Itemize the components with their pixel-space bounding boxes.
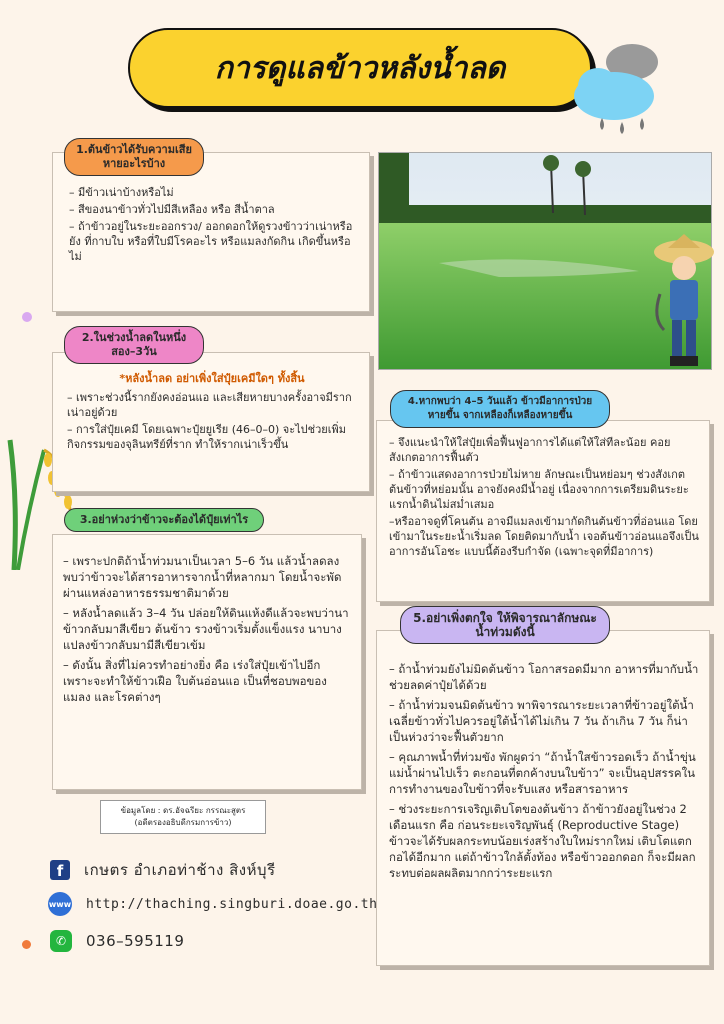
website-url[interactable]: http://thaching.singburi.doae.go.th	[86, 896, 378, 912]
section4-item: –หรืออาจดูที่โคนต้น อาจมีแมลงเข้ามากัดกินต้นข้าวที่อ่อนแอ โดยเข้ามาในระยะน้ำเริ่มลด โดยติดมากับน้ำ เจอต้นข้าวอ่อนแอจึงเป็นอาการอันโอชะ แบบนี้ต้องรีบกำจัด (เฉพาะจุดที่มีอาการ)	[389, 515, 699, 558]
section1-item: – ถ้าข้าวอยู่ในระยะออกรวง/ ออกดอกให้ดูรวงข้าวว่าเน่าหรือยัง ที่กาบใบ หรือที่ใบมีโรคอะไร หรือแมลงกัดกิน เกิดขึ้นหรือไม่	[69, 220, 353, 263]
section2-item: – การใส่ปุ๋ยเคมี โดยเฉพาะปุ๋ยยูเรีย (46–0–0) จะไปช่วยเพิ่มกิจกรรมของจุลินทรีย์ที่ราก ทำให้รากเน่าเร็วขึ้น	[67, 423, 346, 451]
line-phone-icon[interactable]: ✆	[50, 930, 72, 952]
section3-item: – เพราะปกติถ้าน้ำท่วมนาเป็นเวลา 5–6 วัน แล้วน้ำลดลง พบว่าข้าวจะได้สารอาหารจากน้ำที่หลากมา โดยน้ำจะพัดผ่านแหล่งอาหารธรรมชาติมาด้วย	[63, 554, 342, 600]
phone-number[interactable]: 036–595119	[86, 932, 185, 950]
farmer-icon	[650, 234, 720, 374]
contact-website[interactable]	[48, 892, 377, 916]
globe-www-icon[interactable]: www	[48, 892, 72, 916]
facebook-icon[interactable]: f	[50, 860, 70, 880]
section2-item: – เพราะช่วงนี้รากยังคงอ่อนแอ และเสียหายบางครั้งอาจมีรากเน่าอยู่ด้วย	[67, 391, 352, 419]
page-title: การดูแลข้าวหลังน้ำลด	[214, 50, 506, 86]
section3-item: – หลังน้ำลดแล้ว 3–4 วัน ปล่อยให้ดินแห้งดีแล้วจะพบว่านาข้าวกลับมาสีเขียว ต้นข้าว รวงข้าวเริ่มตั้งแข็งแรง นาบางแปลงข้าวกลับมามีสีเขียวเข้ม	[63, 606, 349, 652]
section4-heading: 4.หากพบว่า 4–5 วันแล้ว ข้าวมีอาการป่วยหายขึ้น จากเหลืองก็เหลืองหายขึ้น	[390, 390, 610, 428]
section2-highlight: *หลังน้ำลด อย่าเพิ่งใส่ปุ๋ยเคมีใดๆ ทั้งสิ้น	[119, 372, 305, 385]
section2-card	[52, 352, 370, 492]
section5-item: – คุณภาพน้ำที่ท่วมขัง พักผูดว่า “ถ้าน้ำใสข้าวรอดเร็ว ถ้าน้ำขุ่น แม่น้ำผ่านไปเร็ว ตะกอนที่ตกค้างบนใบข้าว” จะเป็นอุปสรรคในการทำงานของใบข้าวที่จะรับแสง หรือสารอาหาร	[389, 750, 696, 796]
section5-item: – ถ้าน้ำท่วมจนมิดต้นข้าว พาพิจารณาระยะเวลาที่ข้าวอยู่ใต้น้ำ เฉลี่ยข้าวทั่วไปควรอยู่ใต้น้ำได้ไม่เกิน 7 วัน ถ้าเกิน 7 วัน ก็น่าเป็นห่วงว่าจะฟื้นตัวยาก	[389, 698, 694, 744]
title-banner	[128, 28, 592, 108]
section1-heading: 1.ต้นข้าวได้รับความเสียหายอะไรบ้าง	[64, 138, 204, 176]
section5-heading: 5.อย่าเพิ่งตกใจ ให้พิจารณาลักษณะน้ำท่วมดังนี้	[400, 606, 610, 644]
section5-card	[376, 630, 710, 966]
section4-item: – ถ้าข้าวแสดงอาการป่วยไม่หาย ลักษณะเป็นหย่อมๆ ช่วงสังเกตต้นข้าวที่หย่อมนั้น อาจยังคงมีน้ำอยู่ เนื่องจากการเตรียมดินระยะแรกน้ำดินไม่สม่ำเสมอ	[389, 468, 689, 511]
section4-card	[376, 420, 710, 602]
section2-heading: 2.ในช่วงน้ำลดในหนึ่งสอง–3วัน	[64, 326, 204, 364]
section3-item: – ดังนั้น สิ่งที่ไม่ควรทำอย่างยิ่ง คือ เร่งใส่ปุ๋ยเข้าไปอีก เพราะจะทำให้ข้าวเฝือ ใบต้นอ่อนแอ เป็นที่ชอบพอของแมลง และโรคต่างๆ	[63, 658, 327, 704]
credit-line2: (อดีตรองอธิบดีกรมการข้าว)	[134, 818, 232, 827]
decor-dot	[22, 940, 31, 949]
contact-facebook[interactable]	[50, 858, 276, 882]
rain-cloud-icon	[562, 36, 672, 140]
section3-card	[52, 534, 362, 790]
section1-item: – สีของนาข้าวทั่วไปมีสีเหลือง หรือ สีน้ำตาล	[69, 203, 275, 216]
contact-phone[interactable]	[50, 930, 184, 952]
credit-box	[100, 800, 266, 834]
section5-item: – ช่วงระยะการเจริญเติบโตของต้นข้าว ถ้าข้าวยังอยู่ในช่วง 2 เดือนแรก คือ ก่อนระยะเจริญพันธุ์ (Reproductive Stage) ข้าวจะได้รับผลกระทบน้อยเร่งสร้างใบใหม่รากใหม่ เติบโตแตกกอได้อีกมาก แต่ถ้าข้าวใกล้ตั้งท้อง หรือข้าวออกดอก ก็จะมีผลกระทบต่อผลผลิตมากกว่าระยะแรก	[389, 802, 696, 880]
credit-line1: ข้อมูลโดย : ดร.อัจฉรียะ กรรณะสูตร	[120, 806, 246, 815]
section1-card	[52, 152, 370, 312]
decor-dot	[22, 312, 32, 322]
facebook-name[interactable]: เกษตร อำเภอท่าช้าง สิงห์บุรี	[84, 861, 276, 879]
section5-item: – ถ้าน้ำท่วมยังไม่มิดต้นข้าว โอกาสรอดมีมาก อาหารที่มากับน้ำช่วยลดค่าปุ๋ยได้ด้วย	[389, 662, 699, 692]
section4-item: – จึงแนะนำให้ใส่ปุ๋ยเพื่อฟื้นฟูอาการได้แต่ให้ใส่ทีละน้อย คอยสังเกตอาการฟื้นตัว	[389, 436, 671, 464]
section3-heading: 3.อย่าห่วงว่าข้าวจะต้องได้ปุ๋ยเท่าไร	[64, 508, 264, 532]
section1-item: – มีข้าวเน่าบ้างหรือไม่	[69, 186, 174, 199]
